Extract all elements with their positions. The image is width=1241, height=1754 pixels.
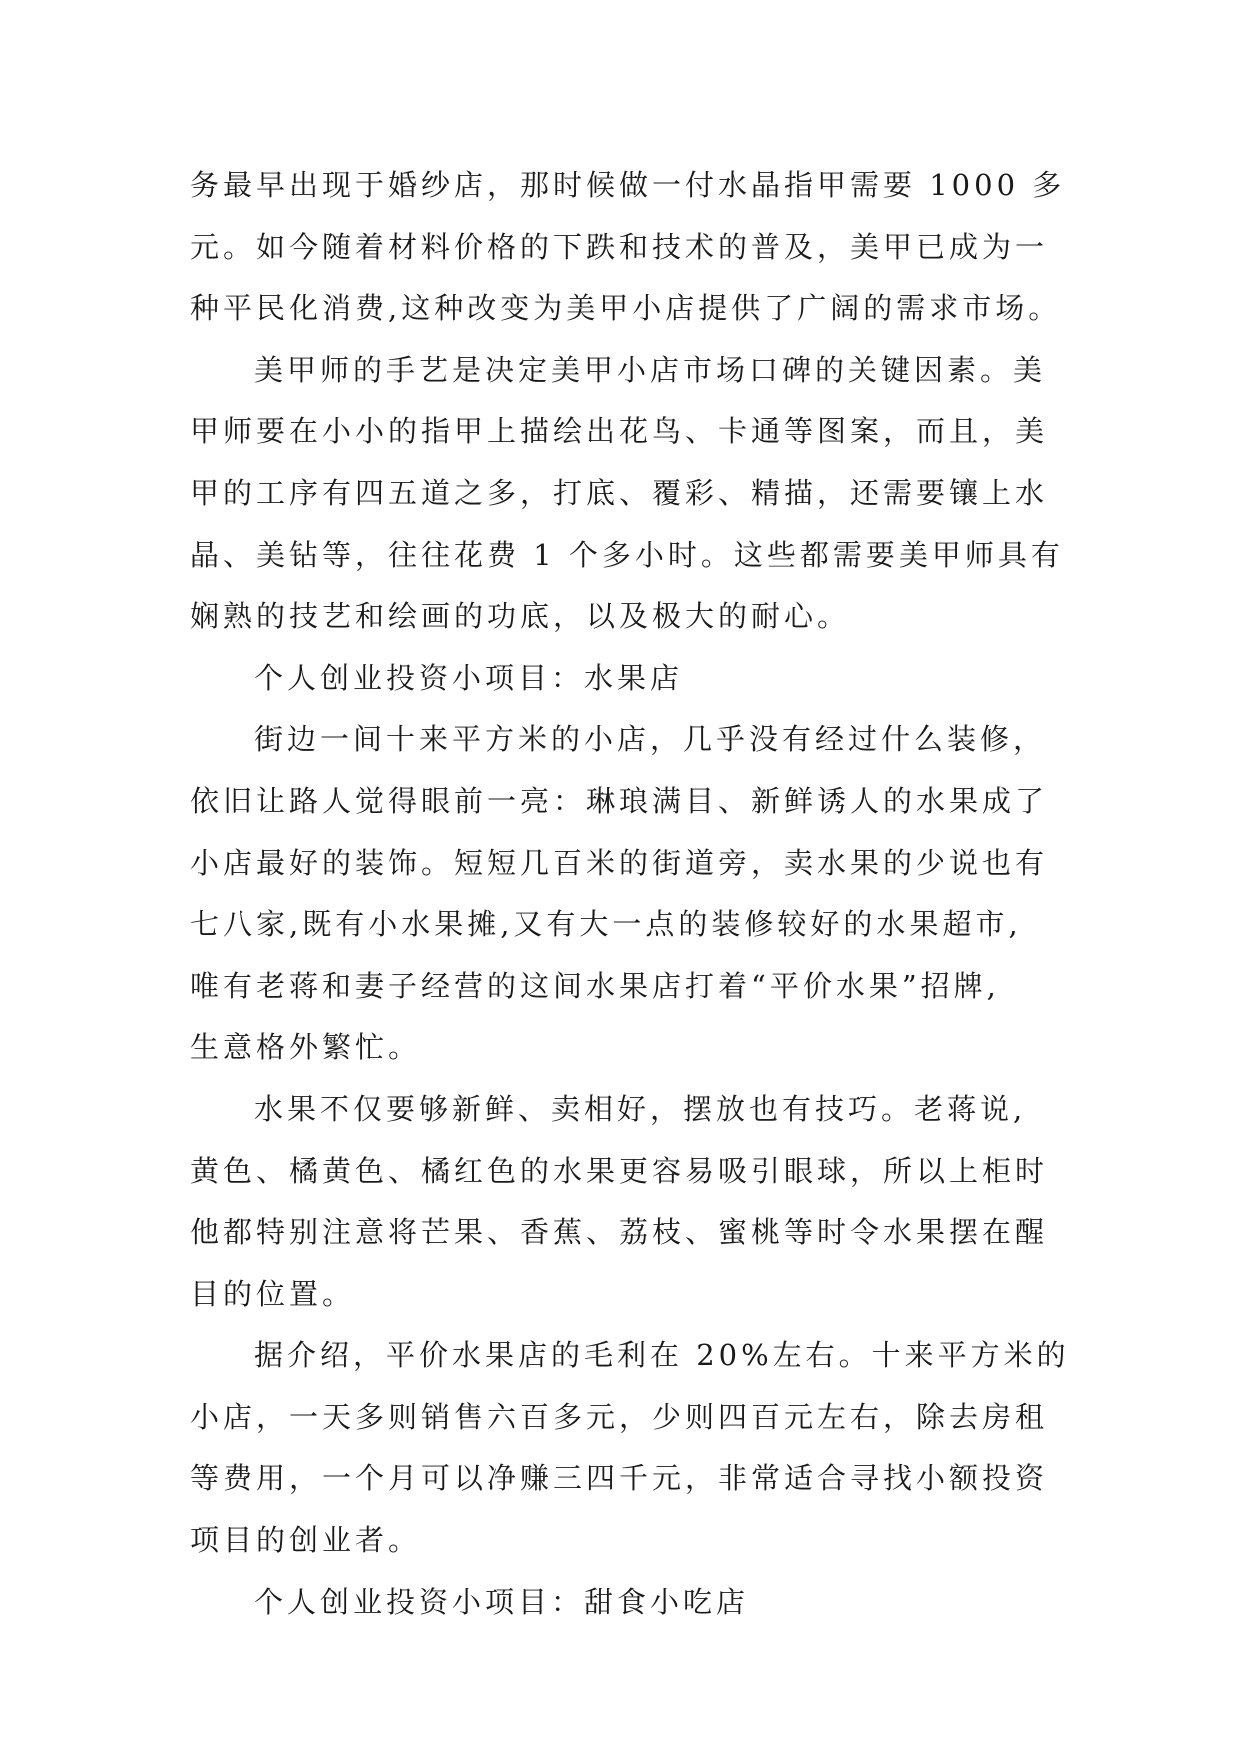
paragraph-first-line: 个人创业投资小项目：水果店: [254, 660, 684, 695]
text-line: 小店，一天多则销售六百多元，少则四百元左右，除去房租: [190, 1399, 1049, 1434]
text-line: 目的位置。: [190, 1276, 356, 1311]
text-line: 元。如今随着材料价格的下跌和技术的普及，美甲已成为一: [190, 229, 1049, 264]
text-line: 务最早出现于婚纱店，那时候做一付水晶指甲需要 1000 多: [190, 168, 1066, 202]
text-line: 唯有老蒋和妻子经营的这间水果店打着“平价水果”招牌,: [190, 968, 1000, 1003]
text-line: 项目的创业者。: [190, 1523, 422, 1558]
text-line: 小店最好的装饰。短短几百米的街道旁，卖水果的少说也有: [190, 845, 1049, 880]
text-line: 生意格外繁忙。: [190, 1030, 422, 1065]
paragraph-first-line: 美甲师的手艺是决定美甲小店市场口碑的关键因素。美: [254, 352, 1047, 387]
document-body: [190, 155, 1090, 1633]
text-line: 黄色、橘黄色、橘红色的水果更容易吸引眼球，所以上柜时: [190, 1153, 1049, 1188]
text-line: 依旧让路人觉得眼前一亮：琳琅满目、新鲜诱人的水果成了: [190, 783, 1049, 818]
text-line: 种平民化消费,这种改变为美甲小店提供了广阔的需求市场。: [190, 291, 1062, 326]
text-line: 娴熟的技艺和绘画的功底，以及极大的耐心。: [190, 599, 851, 634]
text-line: 晶、美钻等，往往花费 1 个多小时。这些都需要美甲师具有: [190, 537, 1064, 572]
text-line: 等费用，一个月可以净赚三四千元，非常适合寻找小额投资: [190, 1461, 1049, 1496]
text-line: 他都特别注意将芒果、香蕉、荔枝、蜜桃等时令水果摆在醒: [190, 1215, 1049, 1250]
text-line: 七八家,既有小水果摊,又有大一点的装修较好的水果超市,: [190, 907, 1022, 942]
paragraph-first-line: 个人创业投资小项目：甜食小吃店: [254, 1584, 750, 1619]
text-line: 甲的工序有四五道之多，打底、覆彩、精描，还需要镶上水: [190, 475, 1049, 510]
paragraph-first-line: 水果不仅要够新鲜、卖相好，摆放也有技巧。老蒋说,: [254, 1091, 1027, 1126]
text-line: 甲师要在小小的指甲上描绘出花鸟、卡通等图案，而且，美: [190, 414, 1049, 449]
paragraph-first-line: 据介绍，平价水果店的毛利在 20%左右。十来平方米的: [254, 1338, 1070, 1373]
paragraph-first-line: 街边一间十来平方米的小店，几乎没有经过什么装修，: [254, 722, 1047, 757]
